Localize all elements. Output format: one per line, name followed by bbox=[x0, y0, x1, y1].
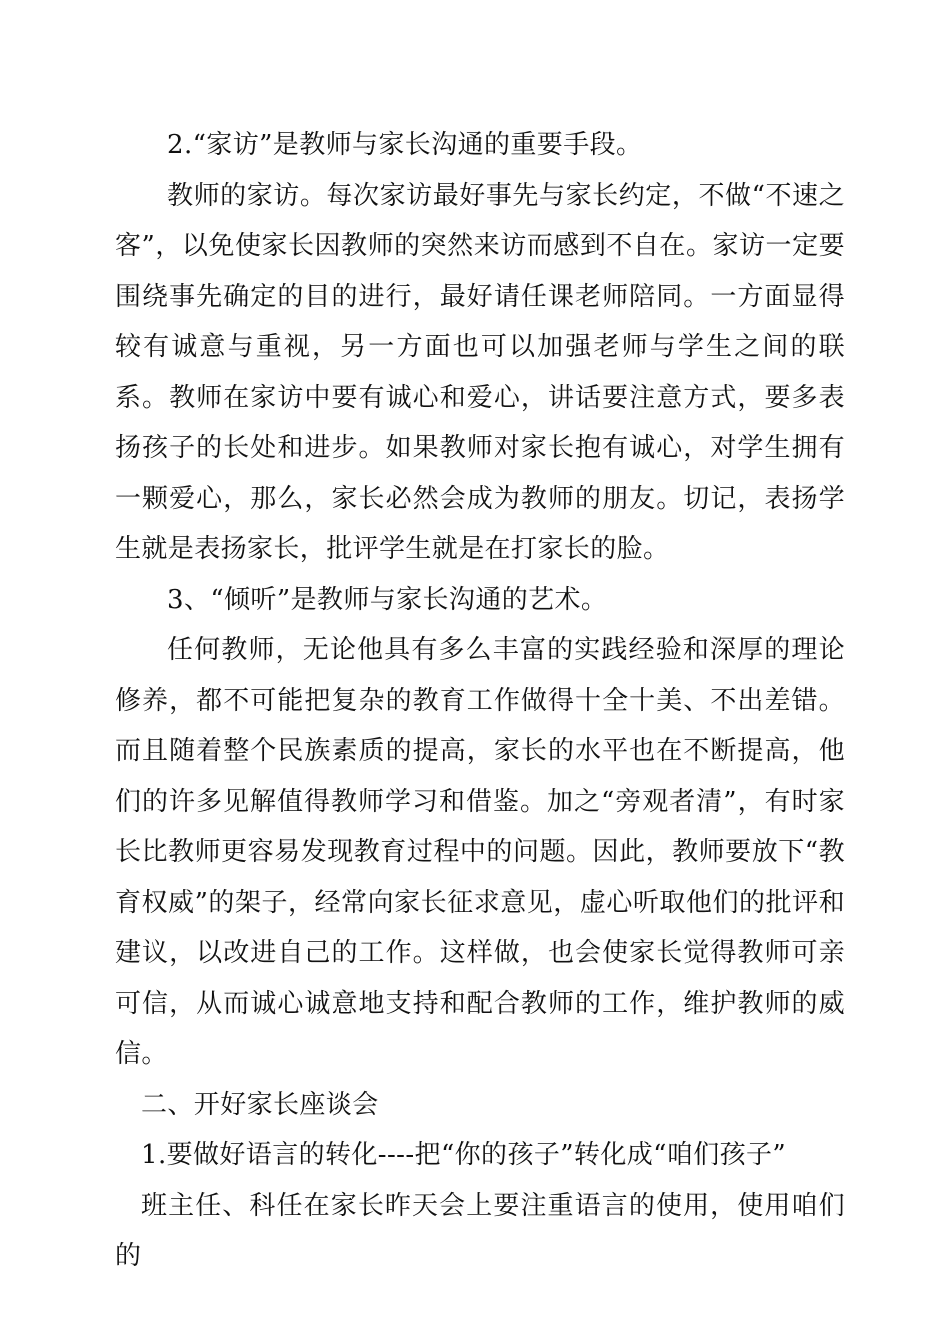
home-visit-heading: 2.“家访”是教师与家长沟通的重要手段。 bbox=[167, 130, 643, 160]
language-heading: 1.要做好语言的转化----把“你的孩子”转化成“咱们孩子” bbox=[141, 1140, 787, 1170]
listening-paragraph: 任何教师，无论他具有多么丰富的实践经验和深厚的理论修养，都不可能把复杂的教育工作做得十全十美、不出差错。而且随着整个民族素质的提高，家长的水平也在不断提高，他们的许多见解值得教师学习和借鉴。加之“旁观者清”，有时家长比教师更容易发现教育过程中的问题。因此，教师要放下“教育权威”的架子，经常向家长征求意见，虚心听取他们的批评和建议，以改进自己的工作。这样做，也会使家长觉得教师可亲可信，从而诚心诚意地支持和配合教师的工作，维护教师的威信。 bbox=[115, 635, 845, 1069]
document-body bbox=[115, 120, 845, 1282]
listening-heading: 3、“倾听”是教师与家长沟通的艺术。 bbox=[167, 584, 608, 615]
language-paragraph: 班主任、科任在家长昨天会上要注重语言的使用，使用咱们的 bbox=[115, 1190, 845, 1271]
home-visit-paragraph: 教师的家访。每次家访最好事先与家长约定，不做“不速之客”，以免使家长因教师的突然来访而感到不自在。家访一定要围绕事先确定的目的进行，最好请任课老师陪同。一方面显得较有诚意与重视，另一方面也可以加强老师与学生之间的联系。教师在家访中要有诚心和爱心，讲话要注意方式，要多表扬孩子的长处和进步。如果教师对家长抱有诚心，对学生拥有一颗爱心，那么，家长必然会成为教师的朋友。切记，表扬学生就是表扬家长，批评学生就是在打家长的脸。 bbox=[115, 180, 845, 564]
section-two-heading: 二、开好家长座谈会 bbox=[141, 1089, 379, 1120]
